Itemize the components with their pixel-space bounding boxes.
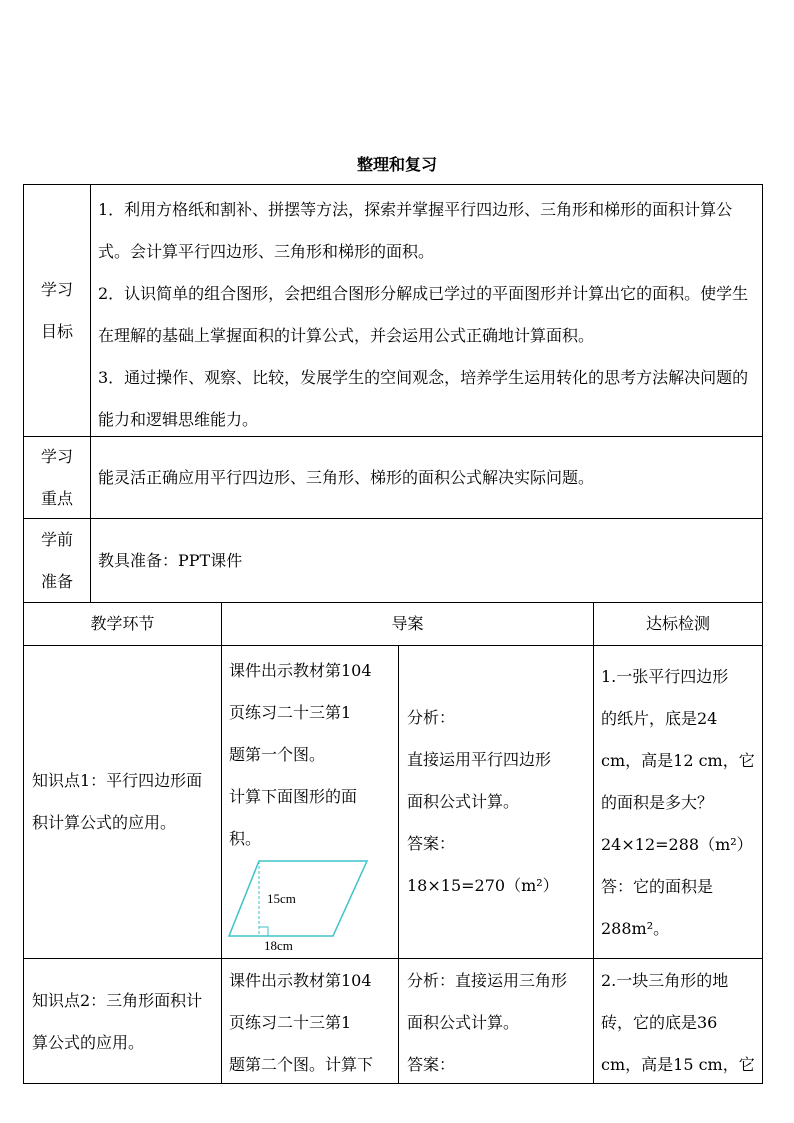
- header-check: 达标检测: [645, 614, 710, 633]
- base-label: 18cm: [264, 938, 293, 953]
- prep-label: 学前 准备: [40, 529, 73, 591]
- parallelogram-shape: [229, 861, 367, 936]
- focus-content: 能灵活正确应用平行四边形、三角形、梯形的面积公式解决实际问题。: [98, 467, 595, 487]
- knowledge-point-2-guide: 课件出示教材第104 页练习二十三第1 题第二个图。计算下: [229, 971, 374, 1074]
- right-angle-mark: [259, 927, 268, 936]
- header-teaching-stage: 教学环节: [90, 614, 155, 633]
- knowledge-point-2-analysis: 分析：直接运用三角形 面积公式计算。 答案：: [407, 971, 568, 1074]
- knowledge-point-1-name: 知识点1：平行四边形面积计算公式的应用。: [32, 771, 203, 832]
- objective-item: 2．认识简单的组合图形，会把组合图形分解成已学过的平面图形并计算出它的面积。使学生在理解的基础上掌握面积的计算公式，并会运用公式正确地计算面积。: [98, 284, 749, 345]
- knowledge-point-1-guide: 课件出示教材第104 页练习二十三第1 题第一个图。 计算下面图形的面 积。: [229, 661, 372, 848]
- prep-content: 教具准备：PPT课件: [98, 550, 243, 570]
- objective-item: 3．通过操作、观察、比较，发展学生的空间观念，培养学生运用转化的思考方法解决问题的能力和逻辑思维能力。: [98, 368, 749, 429]
- height-label: 15cm: [267, 891, 296, 906]
- knowledge-point-2-check: 2.一块三角形的地 砖，它的底是36 cm，高是15 cm，它: [601, 971, 755, 1074]
- objectives-label: 学习 目标: [40, 279, 73, 341]
- knowledge-point-1-analysis: 分析： 直接运用平行四边形 面积公式计算。 答案： 18×15=270（m²）: [407, 708, 559, 895]
- knowledge-point-2-name: 知识点2：三角形面积计算公式的应用。: [32, 991, 203, 1052]
- header-guide: 导案: [391, 614, 424, 633]
- knowledge-point-1-check: 1.一张平行四边形 的纸片，底是24 cm，高是12 cm，它 的面积是多大？ 24×12=288（m²） 答：它的面积是 288m²。: [601, 667, 755, 938]
- objective-item: 1．利用方格纸和割补、拼摆等方法，探索并掌握平行四边形、三角形和梯形的面积计算公式。会计算平行四边形、三角形和梯形的面积。: [98, 200, 733, 261]
- focus-label: 学习 重点: [40, 446, 73, 508]
- page-title: 整理和复习: [356, 155, 437, 174]
- objectives-content: [98, 189, 758, 441]
- parallelogram-figure: [226, 855, 396, 955]
